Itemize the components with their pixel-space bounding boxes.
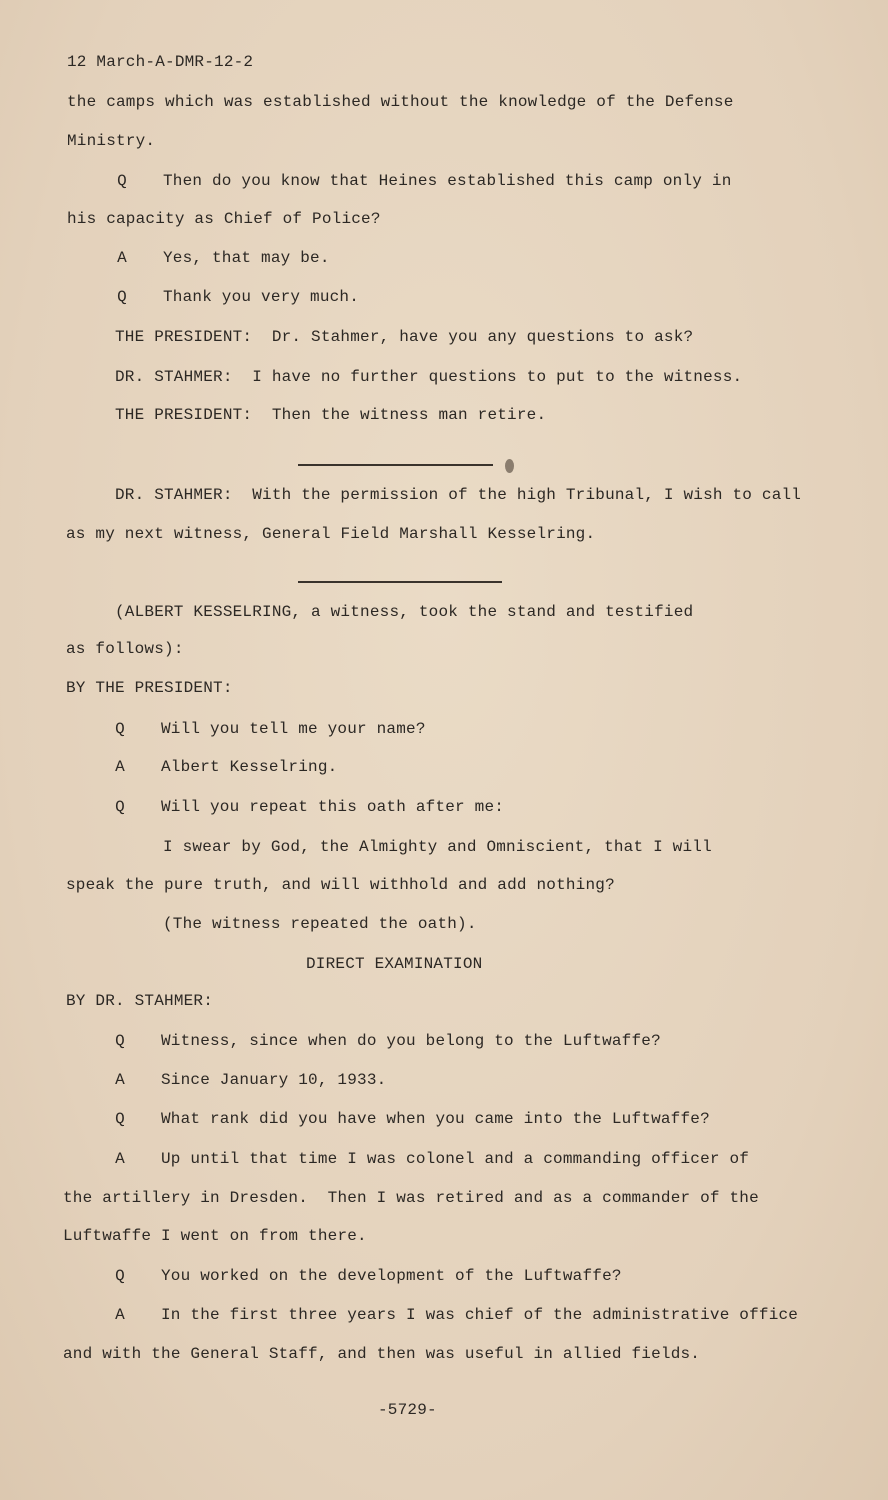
text-line: Albert Kesselring. [161,758,338,776]
ink-smudge [505,459,514,473]
answer-marker: A [115,1071,125,1089]
text-line: Will you tell me your name? [161,720,426,738]
text-line: Ministry. [67,132,156,150]
question-marker: Q [115,798,125,816]
question-marker: Q [115,1267,125,1285]
text-line: (The witness repeated the oath). [163,915,477,933]
text-line: THE PRESIDENT: Dr. Stahmer, have you any questions to ask? [115,328,694,346]
text-line: Yes, that may be. [163,249,330,267]
text-line: the camps which was established without the knowledge of the Defense [67,93,734,111]
question-marker: Q [117,172,127,190]
text-line: the artillery in Dresden. Then I was retired and as a commander of the [63,1189,759,1207]
text-line: Then do you know that Heines established this camp only in [163,172,732,190]
section-divider [298,581,502,583]
section-divider [298,464,493,466]
question-marker: Q [117,288,127,306]
text-line: Will you repeat this oath after me: [161,798,505,816]
question-marker: Q [115,1110,125,1128]
text-line: and with the General Staff, and then was useful in allied fields. [63,1345,701,1363]
text-line: In the first three years I was chief of the administrative office [161,1306,799,1324]
text-line: Thank you very much. [163,288,360,306]
page-number: -5729- [378,1401,437,1419]
text-line: DR. STAHMER: With the permission of the high Tribunal, I wish to call [115,486,802,504]
text-line: his capacity as Chief of Police? [67,210,381,228]
text-line: speak the pure truth, and will withhold and add nothing? [66,876,615,894]
text-line: THE PRESIDENT: Then the witness man retire. [115,406,547,424]
text-line: Witness, since when do you belong to the Luftwaffe? [161,1032,661,1050]
text-line: DR. STAHMER: I have no further questions to put to the witness. [115,368,743,386]
answer-marker: A [115,1150,125,1168]
text-line: as follows): [66,640,184,658]
question-marker: Q [115,720,125,738]
text-line: Up until that time I was colonel and a commanding officer of [161,1150,750,1168]
text-line: You worked on the development of the Luftwaffe? [161,1267,622,1285]
section-heading: DIRECT EXAMINATION [306,955,483,973]
text-line: as my next witness, General Field Marshall Kesselring. [66,525,596,543]
page-header: 12 March-A-DMR-12-2 [67,53,254,71]
answer-marker: A [115,758,125,776]
text-line: BY THE PRESIDENT: [66,679,233,697]
text-line: (ALBERT KESSELRING, a witness, took the stand and testified [115,603,694,621]
question-marker: Q [115,1032,125,1050]
text-line: Luftwaffe I went on from there. [63,1227,367,1245]
text-line: What rank did you have when you came into the Luftwaffe? [161,1110,710,1128]
answer-marker: A [115,1306,125,1324]
text-line: BY DR. STAHMER: [66,992,214,1010]
answer-marker: A [117,249,127,267]
text-line: I swear by God, the Almighty and Omniscient, that I will [163,838,712,856]
text-line: Since January 10, 1933. [161,1071,387,1089]
